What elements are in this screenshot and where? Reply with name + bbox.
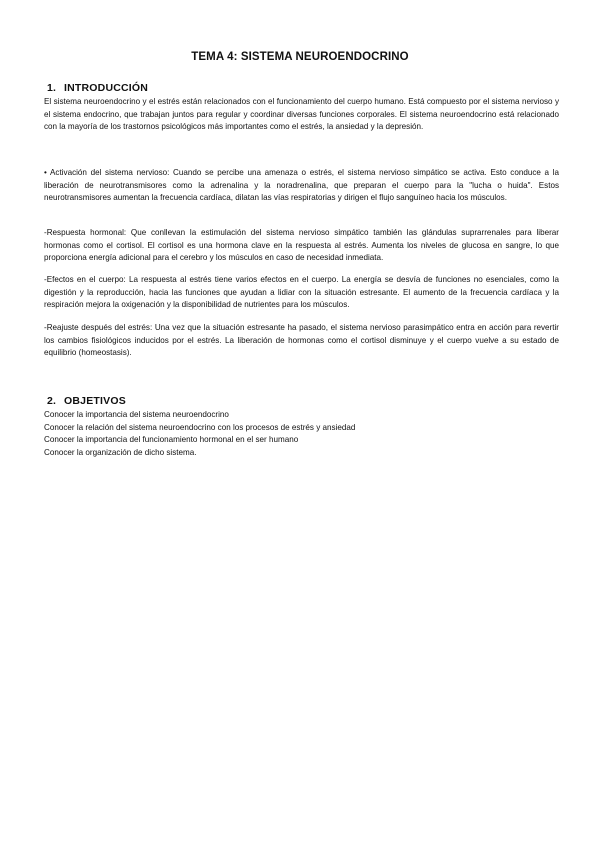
objectives-list: [44, 409, 355, 459]
document-title: TEMA 4: SISTEMA NEUROENDOCRINO: [191, 51, 409, 63]
objective-item: Conocer la relación del sistema neuroendocrino con los procesos de estrés y ansiedad: [44, 422, 356, 432]
paragraph-reajuste-despues-del-estres: -Reajuste después del estrés: Una vez que la situación estresante ha pasado, el sistema nervioso parasimpático entra en acción para revertir los cambios fisiológicos inducidos por el estrés. La liberación de hormonas como el cortisol disminuye y el cuerpo vuelve a su estado de equilibrio (homeostasis).: [44, 323, 559, 358]
section-title: INTRODUCCIÓN: [64, 82, 149, 94]
section-heading-objetivos: [47, 395, 126, 407]
objective-item: Conocer la importancia del funcionamiento hormonal en el ser humano: [44, 435, 299, 445]
section-title: OBJETIVOS: [64, 395, 126, 407]
paragraph-efectos-en-el-cuerpo: -Efectos en el cuerpo: La respuesta al estrés tiene varios efectos en el cuerpo. La energía se desvía de funciones no esenciales, como la digestión y la reproducción, hacia las funciones que ayudan a lidiar con la situación estresante. El aumento de la frecuencia cardíaca y la respiración mejora la oxigenación y la disponibilidad de nutrientes para los músculos.: [44, 275, 559, 310]
objective-item: Conocer la organización de dicho sistema.: [44, 447, 197, 457]
intro-paragraph: El sistema neuroendocrino y el estrés están relacionados con el funcionamiento del cuerpo humano. Está compuesto por el sistema nervioso y el sistema endocrino, que trabajan juntos para regular y coordinar diversas funciones corporales. El sistema neuroendocrino está relacionado con la mayoría de los trastornos psicológicos más importantes como el estrés, la ansiedad y la depresión.: [44, 97, 559, 132]
paragraph-activacion-sistema-nervioso: • Activación del sistema nervioso: Cuando se percibe una amenaza o estrés, el sistema nervioso simpático se activa. Esto conduce a la liberación de neurotransmisores como la adrenalina y la noradrenalina, que preparan el cuerpo para la "lucha o huida". Estos neurotransmisores aumentan la frecuencia cardíaca, dilatan las vías respiratorias y dirigen el flujo sanguíneo hacia los músculos.: [44, 168, 559, 203]
objective-item: Conocer la importancia del sistema neuroendocrino: [44, 410, 229, 419]
section-number: 2.: [47, 395, 57, 407]
paragraph-respuesta-hormonal: -Respuesta hormonal: Que conllevan la estimulación del sistema nervioso simpático también las glándulas suprarrenales para liberar hormonas como el cortisol. El cortisol es una hormona clave en la respuesta al estrés. Aumenta los niveles de glucosa en sangre, lo que proporciona energía adicional para el cerebro y los músculos en caso de necesidad inmediata.: [44, 228, 559, 263]
section-heading-introduccion: [47, 82, 148, 94]
section-number: 1.: [47, 82, 57, 94]
